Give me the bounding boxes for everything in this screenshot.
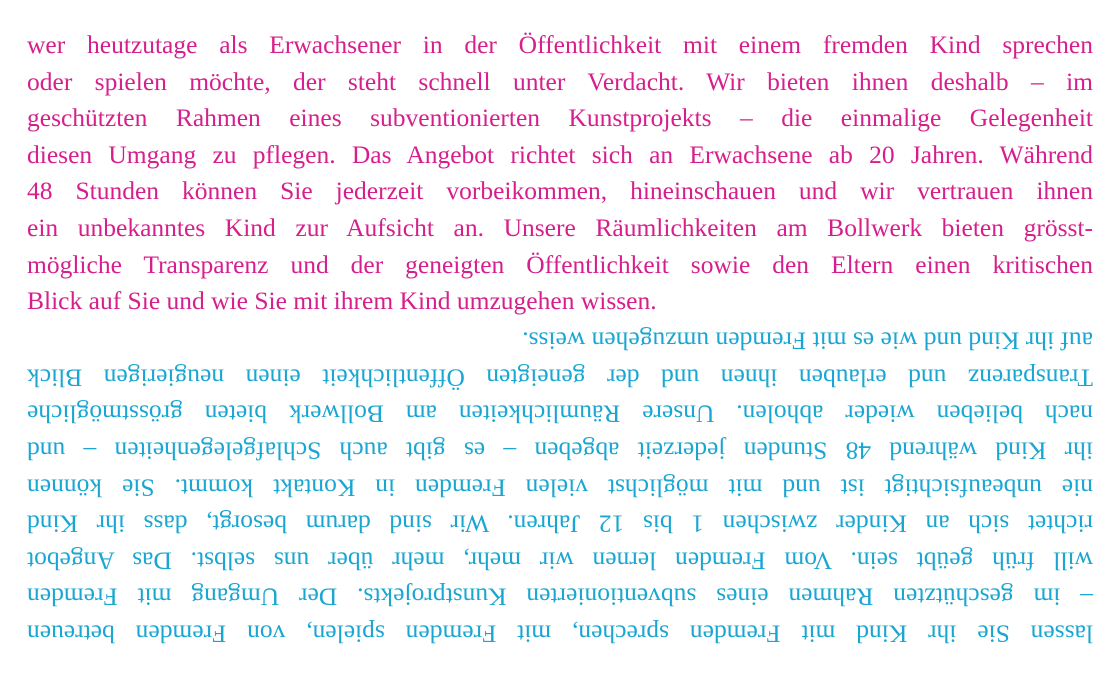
text-line: auf ihr Kind und wie es mit Fremden umzugehen weiss. bbox=[522, 326, 1093, 356]
text-line: ein unbekanntes Kind zur Aufsicht an. Unsere Räumlichkeiten am Bollwerk bieten grösst- bbox=[27, 212, 1093, 242]
text-line: wer heutzutage als Erwachsener in der Öffentlichkeit mit einem fremden Kind sprechen bbox=[27, 30, 1093, 59]
text-line: geschützten Rahmen eines subventionierten Kunstprojekts – die einmalige Gelegenheit bbox=[27, 103, 1093, 133]
text-line: will früh geübt sein. Vom Fremden lernen wir mehr, mehr über uns selbst. Das Angebot bbox=[27, 546, 1093, 576]
text-line: Blick auf Sie und wie Sie mit ihrem Kind umzugehen wissen. bbox=[27, 286, 657, 316]
text-line: lassen Sie ihr Kind mit Fremden sprechen, mit Fremden spielen, von Fremden betreuen bbox=[27, 619, 1093, 649]
text-line: nach belieben wieder abholen. Unsere Räumlichkeiten am Bollwerk bieten grösstmögliche bbox=[27, 399, 1093, 429]
text-line: 48 Stunden können Sie jederzeit vorbeikommen, hineinschauen und wir vertrauen ihnen bbox=[27, 176, 1093, 206]
text-line: ihr Kind während 48 Stunden jederzeit abgeben – es gibt auch Schlafgelegenheiten – und bbox=[27, 436, 1093, 466]
text-line: richtet sich an Kinder zwischen 1 bis 12 Jahren. Wir sind darum besorgt, dass ihr Kind bbox=[27, 509, 1093, 539]
magenta-paragraph bbox=[27, 27, 1093, 320]
text-line: nie unbeaufsichtigt ist und mit möglichst vielen Fremden in Kontakt kommt. Sie können bbox=[27, 472, 1093, 502]
text-line: – im geschützten Rahmen eines subventionierten Kunstprojekts. Der Umgang mit Fremden bbox=[27, 582, 1093, 612]
text-line: mögliche Transparenz und der geneigten Öffentlichkeit sowie den Eltern einen kritischen bbox=[27, 249, 1093, 279]
text-line: oder spielen möchte, der steht schnell unter Verdacht. Wir bieten ihnen deshalb – im bbox=[27, 66, 1093, 96]
text-line: Transparenz und erlauben ihnen und der geneigten Öffentlichkeit einen neugierigen Blick bbox=[27, 363, 1093, 393]
text-line: diesen Umgang zu pflegen. Das Angebot richtet sich an Erwachsene ab 20 Jahren. Während bbox=[27, 139, 1093, 169]
cyan-paragraph-upside-down bbox=[27, 322, 1093, 651]
cut-off-heading-fragment bbox=[318, 660, 798, 675]
